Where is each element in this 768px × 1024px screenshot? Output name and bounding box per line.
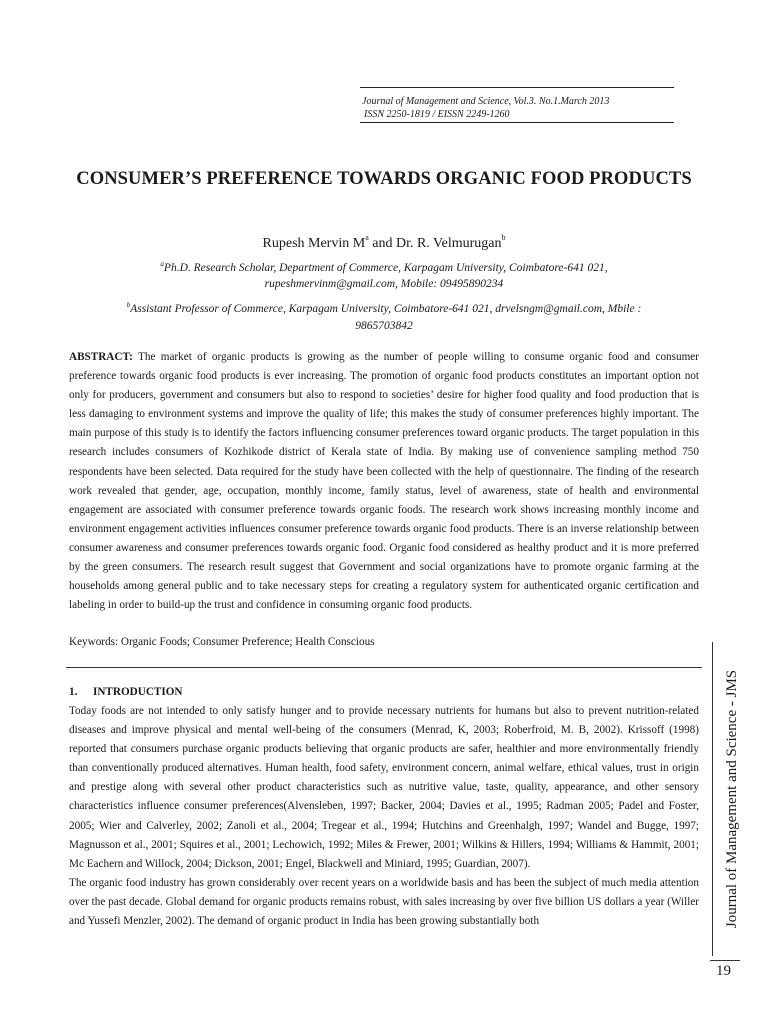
affiliation-b bbox=[66, 297, 702, 317]
journal-side-label: Journal of Management and Science - JMS bbox=[724, 669, 740, 929]
affiliation-b-phone: 9865703842 bbox=[355, 320, 413, 332]
keywords: Keywords: Organic Foods; Consumer Preference; Health Conscious bbox=[69, 636, 375, 648]
section-number: 1. bbox=[69, 686, 78, 698]
section-divider bbox=[66, 667, 702, 668]
introduction-body bbox=[69, 702, 699, 931]
page-number: 19 bbox=[716, 963, 731, 979]
affiliation-b-mark: b bbox=[126, 301, 131, 309]
intro-paragraph-1: Today foods are not intended to only satisfy hunger and to provide necessary nutrients for humans but also to prevent nutrition-related diseases and improve physical and mental well-being of the consumers (Menrad, K, 2003; Roberfroid, M. B, 2002). Krissoff (1998) reported that consumers purchase organic products believing that organic products are safer, healthier and more environmentally friendly than conventionally produced alternatives. Human health, food safety, environment concern, animal welfare, ethical values, trust in origin and prestige along with several other product characteristics such as nutritive value, taste, quality, appearance, and other sensory characteristics influence consumer preferences(Alvensleben, 1997; Backer, 2004; Davies et al., 1995; Radman 2005; Padel and Foster, 2005; Wier and Calverley, 2002; Zanoli et al., 2004; Tregear et al., 1994; Hutchins and Greenhalgh, 1997; Wandel and Bugge, 1997; Magnusson et al., 2001; Squires et al., 2001; Lechowich, 1992; Miles & Frewer, 2001; Wilkins & Hillers, 1994; Williams & Hammit, 2001; Mc Eachern and Willock, 2004; Dickson, 2001; Engel, Blackwell and Miniard, 1995; Guardian, 2007). bbox=[69, 705, 699, 870]
abstract-text: The market of organic products is growing as the number of people willing to consume organic food and consumer preference towards organic food products is ever increasing. The promotion of organic food products constitutes an important option not only for producers, government and consumers but also to respond to societies’ desire for higher food quality and food production that is less damaging to environment systems and improve the quality of life; this makes the study of consumer preferences highly important. The main purpose of this study is to identify the factors influencing consumer preferences toward organic products. The target population in this research includes consumers of Kozhikode district of Kerala state of India. By making use of convenience sampling method 750 respondents have been selected. Data required for the study have been collected with the help of questionnaire. The finding of the research work revealed that gender, age, occupation, monthly income, family status, level of awareness, state of health and environmental engagement are associated with consumer preference towards organic foods. The research work shows increasing monthly income and environment engagement activities influences consumer preference towards organic food products. There is an inverse relationship between consumer awareness and consumer preferences towards organic food. Organic food considered as healthy product and it is more preferred by the green consumers. The research result suggest that Government and social organizations have to promote organic farming at the households among general public and to take necessary steps for creating a regulatory system for authenticated organic certification and labeling in order to build-up the trust and confidence in consuming organic food products. bbox=[69, 351, 699, 612]
author-line bbox=[0, 228, 768, 254]
journal-citation: Journal of Management and Science, Vol.3. No.1.March 2013 bbox=[362, 96, 610, 107]
paper-title: CONSUMER’S PREFERENCE TOWARDS ORGANIC FOOD PRODUCTS bbox=[76, 169, 692, 189]
side-rule bbox=[712, 642, 713, 956]
section-heading bbox=[69, 684, 183, 701]
header-top-rule bbox=[360, 87, 674, 88]
header-bottom-rule bbox=[360, 122, 674, 123]
affiliation-a-line1: Ph.D. Research Scholar, Department of Commerce, Karpagam University, Coimbatore-641 021, bbox=[163, 262, 608, 274]
section-title: INTRODUCTION bbox=[93, 686, 183, 698]
affiliation-b-line1: Assistant Professor of Commerce, Karpagam University, Coimbatore-641 021, drvelsngm@gmail.com, Mbile : bbox=[130, 303, 642, 315]
author-connector: and Dr. R. Velmurugan bbox=[368, 236, 502, 251]
affiliation-a bbox=[66, 256, 702, 276]
affiliation-a-contact: rupeshmervinm@gmail.com, Mobile: 09495890234 bbox=[264, 278, 504, 290]
author-1-mark: a bbox=[365, 233, 369, 242]
author-1: Rupesh Mervin M bbox=[262, 236, 366, 251]
affiliation-a-mark: a bbox=[160, 260, 164, 268]
intro-paragraph-2: The organic food industry has grown considerably over recent years on a worldwide basis and has been the subject of much media attention over the past decade. Global demand for organic products remains robust, with sales increasing by over five billion US dollars a year (Willer and Yussefi Menzler, 2002). The demand of organic product in India has been growing substantially both bbox=[69, 876, 700, 928]
abstract bbox=[69, 348, 699, 615]
abstract-label: ABSTRACT: bbox=[69, 351, 133, 363]
author-2-mark: b bbox=[501, 233, 506, 242]
issn-line: ISSN 2250-1819 / EISSN 2249-1260 bbox=[364, 109, 510, 120]
